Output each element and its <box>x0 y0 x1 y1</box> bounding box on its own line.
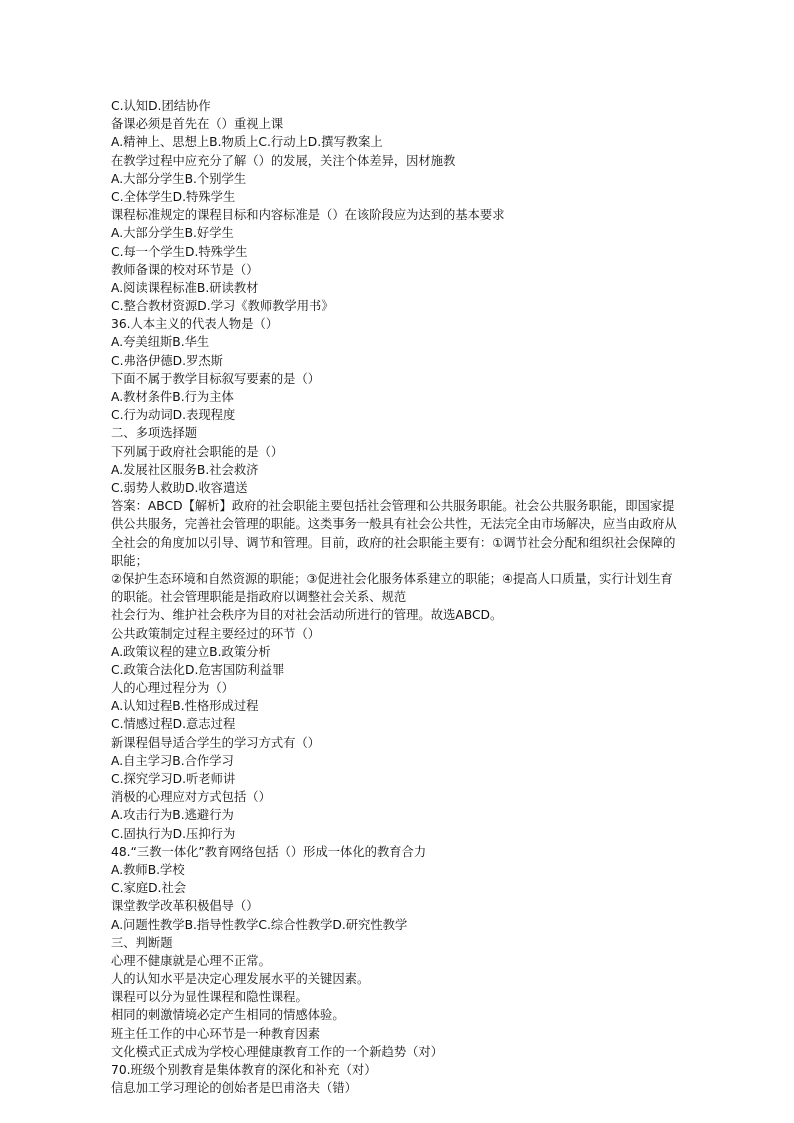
answer-explanation-3: 社会行为、维护社会秩序为目的对社会活动所进行的管理。故选ABCD。 <box>111 608 503 623</box>
text-line: A.夸美纽斯B.华生 <box>111 335 210 350</box>
text-line: A.攻击行为B.逃避行为 <box>111 808 234 823</box>
answer-explanation-1: 答案：ABCD【解析】政府的社会职能主要包括社会管理和公共服务职能。社会公共服务职能，即国家提供公共服务，完善社会管理的职能。这类事务一般具有社会公共性，无法完全由市场解决，应当由政府从全社会的角度加以引导、调节和管理。目前，政府的社会职能主要有：①调节社会分配和组织社会保障的职能； <box>111 499 677 568</box>
text-line: C.探究学习D.听老师讲 <box>111 772 236 787</box>
text-line: 二、多项选择题 <box>111 426 198 441</box>
text-line: 人的心理过程分为（） <box>111 681 234 696</box>
text-line: 70.班级个别教育是集体教育的深化和补充（对） <box>111 1063 377 1078</box>
text-line: C.情感过程D.意志过程 <box>111 717 236 732</box>
text-line: C.认知D.团结协作 <box>111 99 211 113</box>
text-line: C.弗洛伊德D.罗杰斯 <box>111 353 223 368</box>
text-line: A.问题性教学B.指导性教学C.综合性教学D.研究性教学 <box>111 917 408 932</box>
text-line: 消极的心理应对方式包括（） <box>111 790 271 805</box>
answer-explanation-2: ②保护生态环境和自然资源的职能；③促进社会化服务体系建立的职能；④提高人口质量，实行计划生育的职能。社会管理职能是指政府以调整社会关系、规范 <box>111 571 673 605</box>
text-line: C.全体学生D.特殊学生 <box>111 189 236 204</box>
text-line: 下面不属于教学目标叙写要素的是（） <box>111 371 321 386</box>
text-line: 人的认知水平是决定心理发展水平的关键因素。 <box>111 972 370 987</box>
text-line: 教师备课的校对环节是（） <box>111 262 259 277</box>
text-line: 信息加工学习理论的创始者是巴甫洛夫（错） <box>111 1081 357 1096</box>
text-line: A.大部分学生B.个别学生 <box>111 171 247 186</box>
text-line: 课堂教学改革积极倡导（） <box>111 899 259 914</box>
text-line: A.大部分学生B.好学生 <box>111 226 234 241</box>
text-line: 公共政策制定过程主要经过的环节（） <box>111 626 321 641</box>
text-line: 36.人本主义的代表人物是（） <box>111 317 279 332</box>
text-line: 在教学过程中应充分了解（）的发展，关注个体差异，因材施教 <box>111 153 456 168</box>
question-block-1 <box>111 97 683 497</box>
text-line: C.政策合法化D.危害国防利益罪 <box>111 662 285 677</box>
text-line: 48.“三教一体化”教育网络包括（）形成一体化的教育合力 <box>111 844 427 859</box>
text-line: A.发展社区服务B.社会救济 <box>111 462 259 477</box>
text-line: 文化模式正式成为学校心理健康教育工作的一个新趋势（对） <box>111 1044 444 1059</box>
text-line: C.家庭D.社会 <box>111 881 187 896</box>
text-line: A.政策议程的建立B.政策分析 <box>111 644 271 659</box>
text-line: 备课必须是首先在（）重视上课 <box>111 117 284 132</box>
question-block-2 <box>111 625 683 1098</box>
text-line: 心理不健康就是心理不正常。 <box>111 953 271 968</box>
text-line: 课程标准规定的课程目标和内容标准是（）在该阶段应为达到的基本要求 <box>111 208 505 223</box>
text-line: C.每一个学生D.特殊学生 <box>111 244 248 259</box>
text-line: 相同的刺激情境必定产生相同的情感体验。 <box>111 1008 345 1023</box>
document-body <box>111 97 683 1097</box>
text-line: C.固执行为D.压抑行为 <box>111 826 236 841</box>
text-line: A.教材条件B.行为主体 <box>111 390 234 404</box>
text-line: A.自主学习B.合作学习 <box>111 753 234 768</box>
text-line: C.行为动词D.表现程度 <box>111 408 236 423</box>
text-line: C.弱势人救助D.收容遣送 <box>111 480 248 495</box>
text-line: 新课程倡导适合学生的学习方式有（） <box>111 735 321 750</box>
text-line: 下列属于政府社会职能的是（） <box>111 444 284 459</box>
text-line: 三、判断题 <box>111 935 173 950</box>
text-line: A.精神上、思想上B.物质上C.行动上D.撰写教案上 <box>111 135 383 150</box>
text-line: A.阅读课程标准B.研读教材 <box>111 280 259 295</box>
text-line: 班主任工作的中心环节是一种教育因素 <box>111 1026 321 1041</box>
text-line: A.认知过程B.性格形成过程 <box>111 699 259 714</box>
text-line: A.教师B.学校 <box>111 862 185 877</box>
text-line: 课程可以分为显性课程和隐性课程。 <box>111 990 308 1005</box>
text-line: C.整合教材资源D.学习《教师教学用书》 <box>111 299 334 314</box>
